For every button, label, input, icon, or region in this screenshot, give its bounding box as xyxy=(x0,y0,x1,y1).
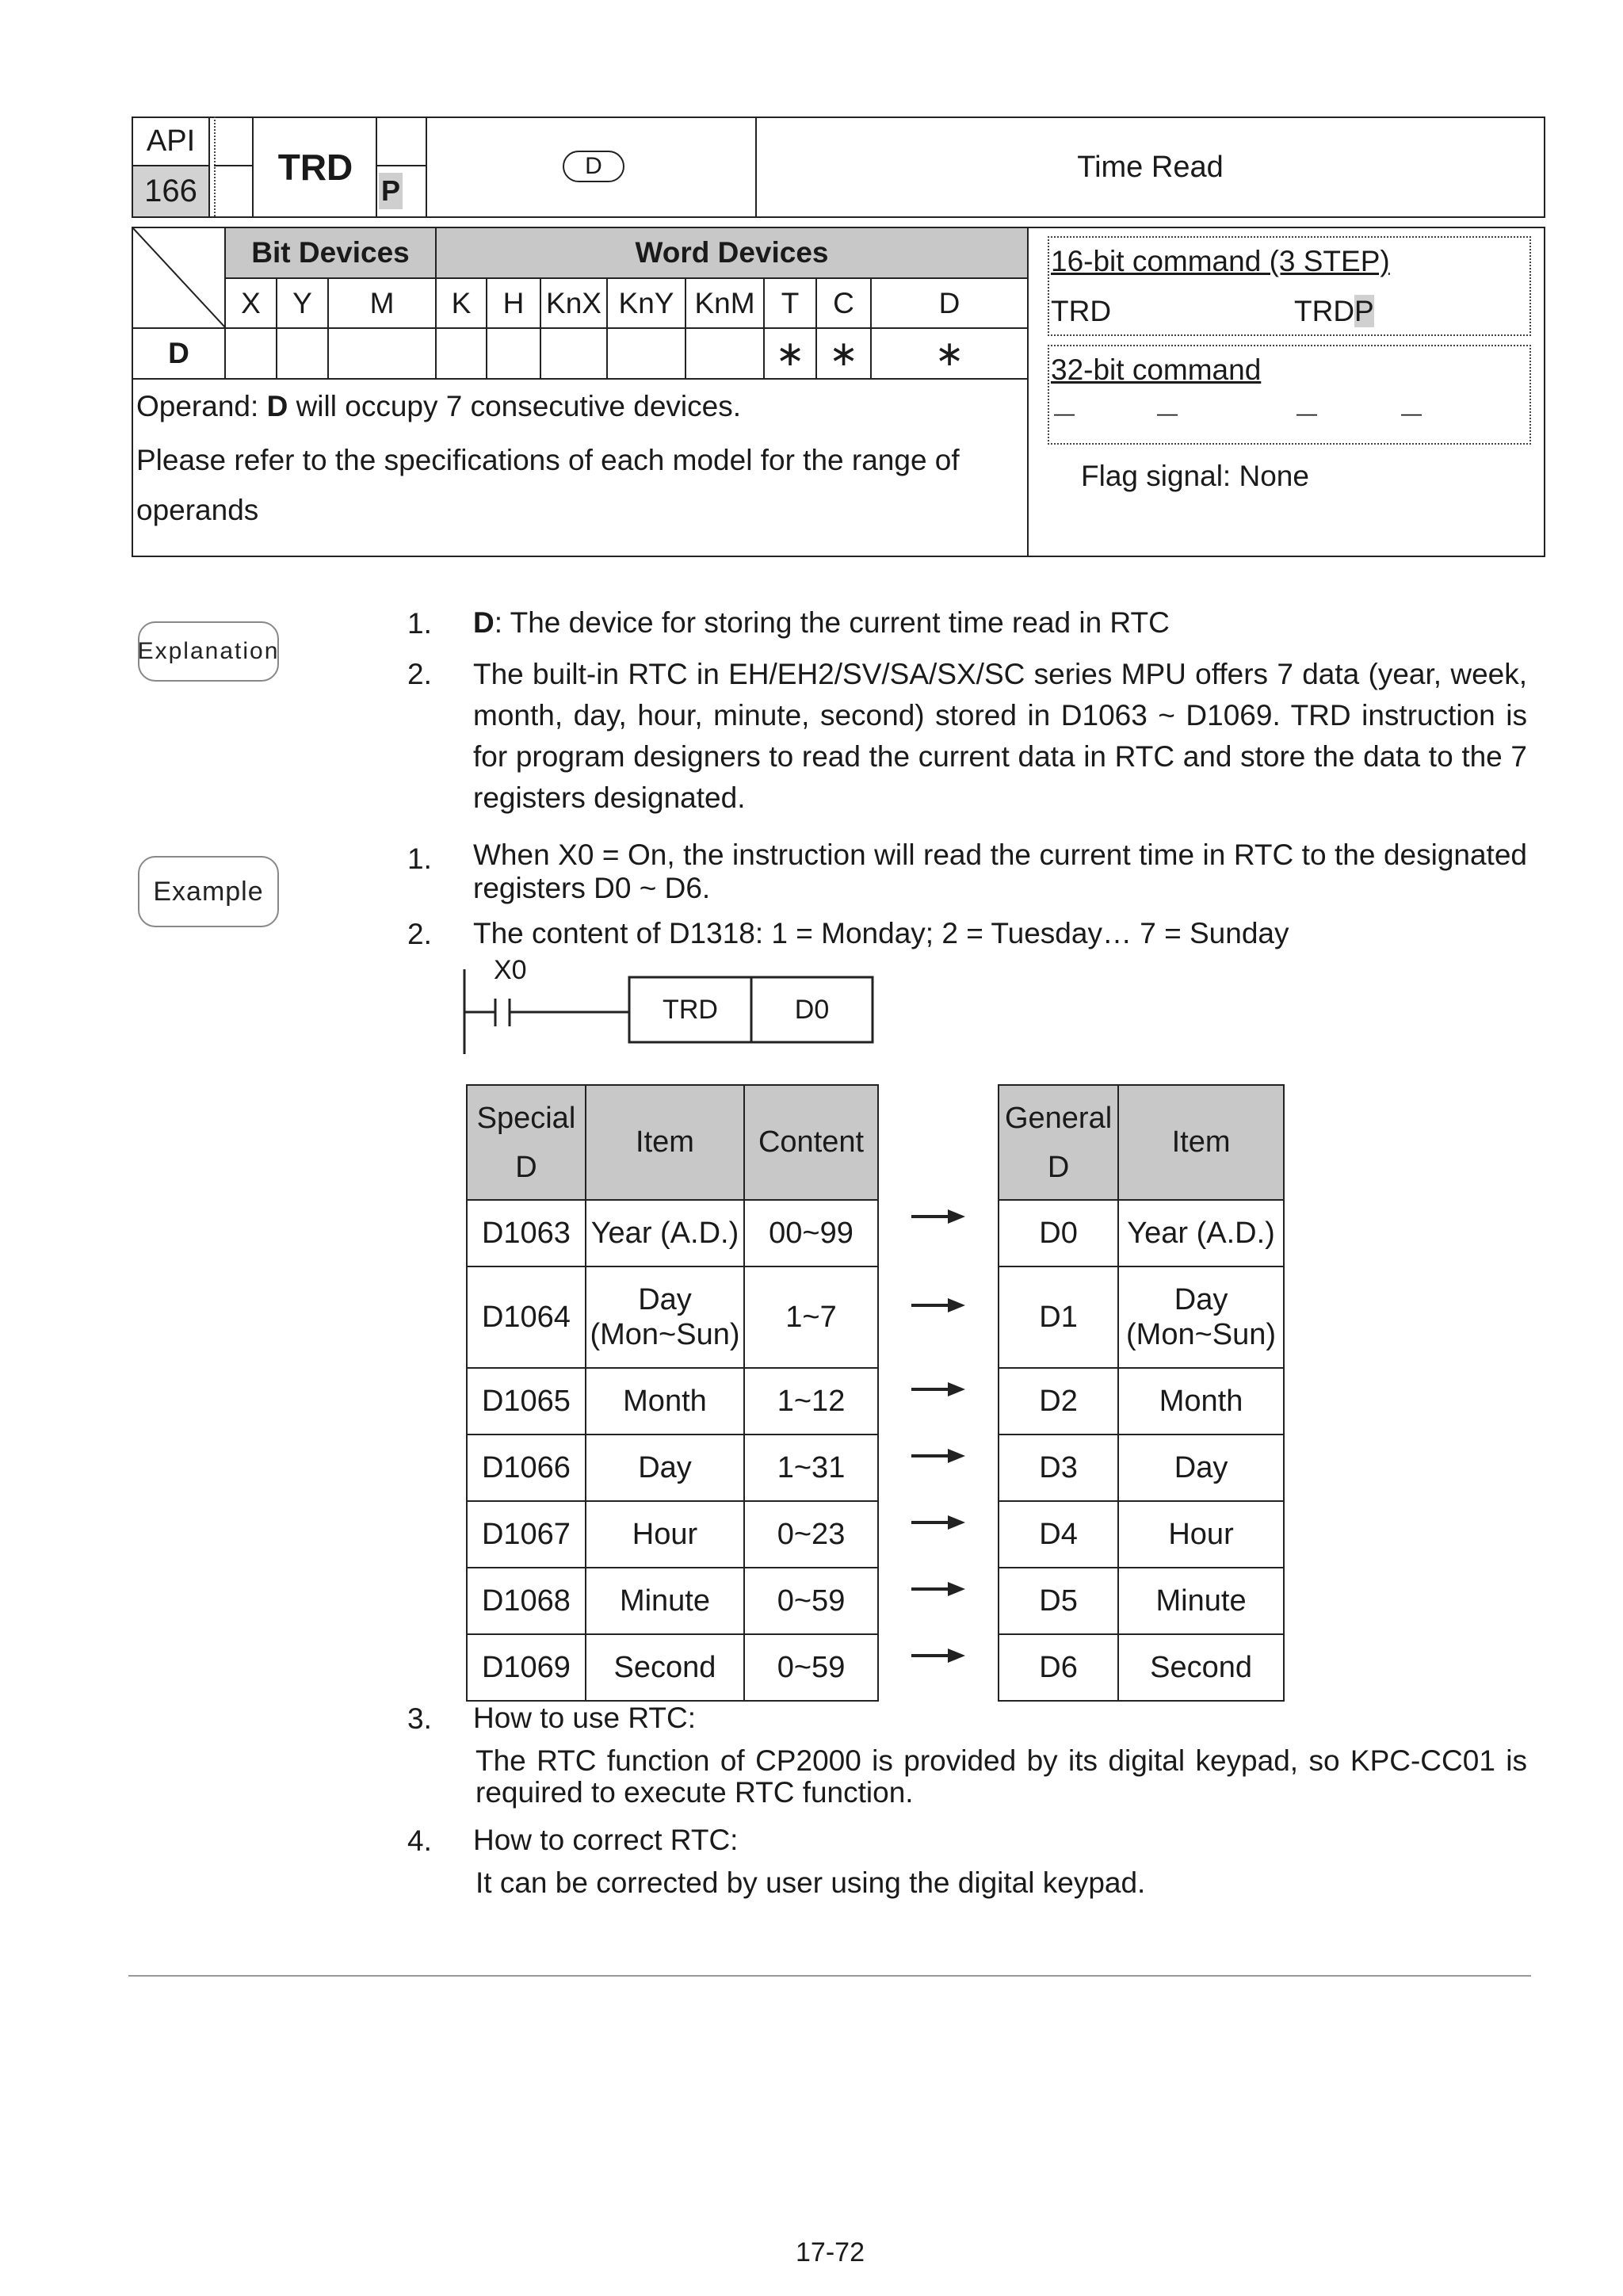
table-row xyxy=(467,1634,878,1701)
operand-symbol xyxy=(563,151,624,182)
table-row xyxy=(999,1568,1284,1634)
word-devices-header: Word Devices xyxy=(635,236,829,269)
item-cell-text: Day (Mon~Sun) xyxy=(1126,1283,1277,1351)
col-knx: KnX xyxy=(546,286,601,319)
arrow-right-icon xyxy=(911,1377,967,1401)
general-d-cell: D4 xyxy=(999,1501,1118,1568)
table-row xyxy=(999,1634,1284,1701)
mark-d: ∗ xyxy=(934,334,964,373)
cmd16-instr-b xyxy=(1294,295,1374,328)
example-item-3-title: How to use RTC: xyxy=(473,1702,697,1734)
item-cell xyxy=(1118,1266,1284,1368)
content-cell: 0~59 xyxy=(744,1634,878,1701)
table-row xyxy=(467,1200,878,1266)
table-row xyxy=(467,1266,878,1368)
general-d-cell: D1 xyxy=(999,1266,1118,1368)
item-cell: Hour xyxy=(586,1501,744,1568)
table-row xyxy=(999,1501,1284,1568)
content-cell: 1~12 xyxy=(744,1368,878,1435)
item-cell: Day xyxy=(586,1435,744,1501)
special-d-header-text: Special D xyxy=(476,1101,576,1184)
general-d-cell: D6 xyxy=(999,1634,1118,1701)
arrow-right-icon xyxy=(911,1205,967,1228)
explanation-item-2-text: The built-in RTC in EH/EH2/SV/SA/SX/SC series MPU offers 7 data (year, week, month, day, hour, minute, second) stored in D1063 ~ D1069. TRD instruction is for program designers to read the current data in RTC and store the data to the 7 registers designated. xyxy=(473,658,1527,814)
ladder-operand: D0 xyxy=(794,994,830,1025)
col-d: D xyxy=(938,286,960,319)
example-item-3-text: The RTC function of CP2000 is provided by its digital keypad, so KPC-CC01 is required to execute RTC function. xyxy=(475,1744,1527,1809)
cmd16-label: 16-bit command (3 STEP) xyxy=(1051,245,1390,277)
general-d-header xyxy=(999,1085,1118,1200)
operand-symbol-text: D xyxy=(585,153,602,179)
item-cell-text: Day (Mon~Sun) xyxy=(590,1283,740,1351)
explanation-label: Explanation xyxy=(138,621,279,682)
mark-c: ∗ xyxy=(829,334,858,373)
cmd32-dash-1: — xyxy=(1054,401,1075,425)
api-label: API xyxy=(146,124,196,158)
col-c: C xyxy=(833,286,854,319)
content-cell: 00~99 xyxy=(744,1200,878,1266)
item-cell: Hour xyxy=(1118,1501,1284,1568)
table-row xyxy=(467,1568,878,1634)
explanation-item-1 xyxy=(473,602,1527,644)
operand-note-suffix: will occupy 7 consecutive devices. xyxy=(288,390,742,422)
pulse-flag: P xyxy=(379,173,403,209)
col-h: H xyxy=(502,286,525,319)
special-d-cell: D1065 xyxy=(467,1368,586,1435)
col-t: T xyxy=(781,286,800,319)
example-item-1-num: 1. xyxy=(407,842,432,875)
example-item-4-text: It can be corrected by user using the digital keypad. xyxy=(475,1866,1146,1899)
col-knm: KnM xyxy=(694,286,755,319)
explanation-item-2-num: 2. xyxy=(407,658,432,690)
general-d-cell: D2 xyxy=(999,1368,1118,1435)
function-name: Time Read xyxy=(1077,150,1224,184)
item-header: Item xyxy=(1118,1085,1284,1200)
footer-rule xyxy=(128,1975,1531,1977)
item-cell xyxy=(586,1266,744,1368)
special-d-cell: D1069 xyxy=(467,1634,586,1701)
table-row xyxy=(467,1501,878,1568)
api-number: 166 xyxy=(133,166,208,216)
item-cell: Month xyxy=(586,1368,744,1435)
col-kny: KnY xyxy=(618,286,674,319)
mark-t: ∗ xyxy=(775,334,805,373)
item-cell: Year (A.D.) xyxy=(586,1200,744,1266)
general-d-table xyxy=(998,1084,1285,1702)
row-label-d: D xyxy=(168,337,189,369)
col-k: K xyxy=(451,286,472,319)
col-m: M xyxy=(369,286,395,319)
operand-note-prefix: Operand: xyxy=(136,390,267,422)
item-cell: Minute xyxy=(586,1568,744,1634)
example-item-4-num: 4. xyxy=(407,1824,432,1857)
cmd32-label: 32-bit command xyxy=(1051,353,1262,386)
page-number: 17-72 xyxy=(796,2237,865,2267)
bit-devices-header: Bit Devices xyxy=(251,236,410,269)
arrow-right-icon xyxy=(911,1444,967,1468)
explanation-item-1-text: : The device for storing the current time read in RTC xyxy=(494,606,1170,639)
general-d-cell: D5 xyxy=(999,1568,1118,1634)
operand-note xyxy=(136,390,741,423)
arrow-right-icon xyxy=(911,1577,967,1601)
arrow-right-icon xyxy=(911,1511,967,1534)
explanation-item-1-num: 1. xyxy=(407,607,432,640)
operand-note-bold: D xyxy=(266,390,288,422)
general-d-cell: D0 xyxy=(999,1200,1118,1266)
content-cell: 1~7 xyxy=(744,1266,878,1368)
item-cell: Minute xyxy=(1118,1568,1284,1634)
item-cell: Second xyxy=(586,1634,744,1701)
table-row xyxy=(467,1368,878,1435)
cmd16-instr-b-main: TRD xyxy=(1294,295,1355,327)
table-row xyxy=(467,1435,878,1501)
col-x: X xyxy=(241,286,261,319)
content-cell: 1~31 xyxy=(744,1435,878,1501)
cmd32-dash-4: — xyxy=(1401,401,1422,425)
cmd32-dash-3: — xyxy=(1296,401,1317,425)
special-d-cell: D1067 xyxy=(467,1501,586,1568)
example-item-2-num: 2. xyxy=(407,918,432,950)
arrow-right-icon xyxy=(911,1644,967,1668)
special-d-cell: D1066 xyxy=(467,1435,586,1501)
content-cell: 0~59 xyxy=(744,1568,878,1634)
item-cell: Month xyxy=(1118,1368,1284,1435)
item-cell: Day xyxy=(1118,1435,1284,1501)
table-row xyxy=(999,1200,1284,1266)
operand-note-2: Please refer to the specifications of each model for the range of xyxy=(136,444,960,476)
ladder-contact-label: X0 xyxy=(494,955,527,985)
instruction-mnemonic: TRD xyxy=(277,147,353,188)
example-item-3-num: 3. xyxy=(407,1702,432,1735)
example-item-1-text: When X0 = On, the instruction will read the current time in RTC to the designated registers D0 ~ D6. xyxy=(473,839,1527,904)
diagonal-divider xyxy=(133,228,225,327)
content-cell: 0~23 xyxy=(744,1501,878,1568)
flag-signal: Flag signal: None xyxy=(1081,460,1309,492)
cmd16-instr-a: TRD xyxy=(1051,295,1112,327)
general-d-header-text: General D xyxy=(1004,1101,1113,1184)
special-d-table xyxy=(466,1084,879,1702)
table-row xyxy=(999,1266,1284,1368)
special-d-cell: D1064 xyxy=(467,1266,586,1368)
operand-note-3: operands xyxy=(136,494,259,526)
cmd32-dash-2: — xyxy=(1157,401,1178,425)
special-d-cell: D1063 xyxy=(467,1200,586,1266)
special-d-cell: D1068 xyxy=(467,1568,586,1634)
arrow-right-icon xyxy=(911,1293,967,1317)
item-cell: Year (A.D.) xyxy=(1118,1200,1284,1266)
item-header: Item xyxy=(586,1085,744,1200)
item-cell: Second xyxy=(1118,1634,1284,1701)
special-d-header xyxy=(467,1085,586,1200)
ladder-instruction: TRD xyxy=(663,994,718,1025)
explanation-item-1-bold: D xyxy=(473,606,495,639)
table-row xyxy=(999,1368,1284,1435)
general-d-cell: D3 xyxy=(999,1435,1118,1501)
example-label: Example xyxy=(138,856,279,927)
col-y: Y xyxy=(292,286,312,319)
cmd16-instr-b-suffix: P xyxy=(1354,295,1374,327)
table-row xyxy=(999,1435,1284,1501)
example-item-2-text: The content of D1318: 1 = Monday; 2 = Tuesday… 7 = Sunday xyxy=(473,917,1289,949)
content-header: Content xyxy=(744,1085,878,1200)
example-item-4-title: How to correct RTC: xyxy=(473,1824,739,1856)
